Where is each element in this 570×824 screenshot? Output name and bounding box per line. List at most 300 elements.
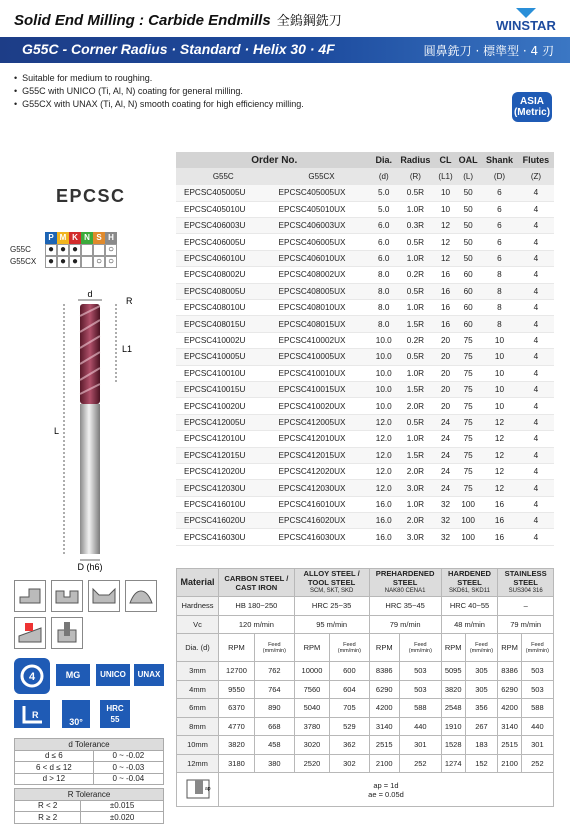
spec-row	[176, 480, 554, 496]
spec-cell: 20	[436, 332, 455, 348]
spec-cell: 4	[518, 185, 554, 201]
material-suitability-mark: ○	[93, 256, 105, 268]
spec-cell: EPCSC410005U	[176, 349, 271, 365]
page-title: Solid End Milling : Carbide Endmills 全鎢鋼銑刀	[14, 12, 342, 29]
spec-row	[176, 349, 554, 365]
spec-cell: 16	[481, 513, 518, 529]
spec-cell: EPCSC410015U	[176, 381, 271, 397]
feature-item: • G55C with UNICO (Ti, Al, N) coating for general milling.	[14, 85, 304, 98]
spec-cell: 3.0R	[395, 480, 436, 496]
spec-cell: 32	[436, 513, 455, 529]
cutting-cell: 3020	[294, 736, 329, 755]
spec-row	[176, 463, 554, 479]
spec-cell: EPCSC406010U	[176, 250, 271, 266]
feature-list	[14, 72, 304, 111]
unax-badge: UNAX	[134, 664, 164, 686]
spec-cell: 75	[455, 463, 481, 479]
hardness-value: HRC 25~35	[294, 597, 369, 616]
spec-cell: EPCSC405005U	[176, 185, 271, 201]
spec-cell: 4	[518, 463, 554, 479]
spec-cell: 8.0	[373, 267, 395, 283]
spec-cell: 4	[518, 365, 554, 381]
spec-cell: EPCSC410002U	[176, 332, 271, 348]
cutting-row	[177, 662, 554, 681]
spec-cell: EPCSC408005U	[176, 283, 271, 299]
spec-cell: EPCSC406010UX	[271, 250, 373, 266]
spec-cell: 50	[455, 218, 481, 234]
spec-cell: 12	[481, 447, 518, 463]
material-suitability-mark	[81, 244, 93, 256]
spec-cell: 20	[436, 381, 455, 397]
spec-cell: 4	[518, 513, 554, 529]
spec-cell: 1.0R	[395, 300, 436, 316]
radius-label: R	[126, 296, 133, 306]
spec-cell: 1.0R	[395, 365, 436, 381]
spec-row	[176, 316, 554, 332]
spec-cell: 6	[481, 218, 518, 234]
cutting-cell: 1910	[441, 717, 465, 736]
flute-count-icon	[14, 658, 50, 694]
shank-unit: (D)	[481, 168, 518, 184]
spec-cell: EPCSC408015U	[176, 316, 271, 332]
rpm-header: RPM	[498, 634, 521, 662]
spec-cell: 10.0	[373, 381, 395, 397]
spec-cell: 4	[518, 234, 554, 250]
cutting-cell: 305	[465, 662, 498, 681]
spec-cell: EPCSC410020U	[176, 398, 271, 414]
svg-text:ap: ap	[204, 785, 211, 792]
cutting-cell: 252	[521, 754, 553, 773]
spec-cell: 24	[436, 463, 455, 479]
spec-row	[176, 398, 554, 414]
spec-row	[176, 414, 554, 430]
r-tolerance-row: R ≥ 2 ±0.020	[15, 812, 164, 824]
spec-cell: 10	[436, 201, 455, 217]
cutting-cell: 301	[521, 736, 553, 755]
spec-cell: 16.0	[373, 529, 395, 545]
spec-cell: 8.0	[373, 283, 395, 299]
spec-cell: 50	[455, 201, 481, 217]
cutting-cell: 503	[521, 680, 553, 699]
pocketing-icon	[88, 580, 120, 612]
cutting-cell: 9550	[219, 680, 255, 699]
g55c-header: G55C	[176, 168, 271, 184]
spec-row	[176, 234, 554, 250]
tool-diagram	[50, 286, 160, 576]
cutting-cell: 2548	[441, 699, 465, 718]
spec-cell: 12.0	[373, 463, 395, 479]
material-group-header: ALLOY STEEL / TOOL STEEL SCM, SKT, SKD	[294, 569, 369, 597]
spec-cell: 16	[436, 300, 455, 316]
spec-cell: 24	[436, 447, 455, 463]
material-suitability-mark: ●	[69, 244, 81, 256]
spec-cell: EPCSC412030UX	[271, 480, 373, 496]
spec-cell: 32	[436, 496, 455, 512]
spec-cell: 50	[455, 250, 481, 266]
spec-cell: 75	[455, 365, 481, 381]
svg-text:4: 4	[28, 671, 36, 683]
spec-cell: 4	[518, 349, 554, 365]
cutting-cell: 8386	[369, 662, 399, 681]
spec-cell: 12	[481, 463, 518, 479]
spec-cell: 75	[455, 332, 481, 348]
cutting-cell: 1274	[441, 754, 465, 773]
feature-item: • Suitable for medium to roughing.	[14, 72, 304, 85]
spec-row	[176, 513, 554, 529]
vc-value: 79 m/min	[369, 615, 441, 634]
spec-cell: 4	[518, 300, 554, 316]
spec-cell: 4	[518, 267, 554, 283]
spec-cell: 75	[455, 414, 481, 430]
feature-item: • G55CX with UNAX (Ti, Al, N) smooth coating for high efficiency milling.	[14, 98, 304, 111]
r-tolerance-title: R Tolerance	[15, 789, 164, 801]
spec-cell: 60	[455, 283, 481, 299]
spec-row	[176, 332, 554, 348]
spec-cell: 0.5R	[395, 349, 436, 365]
spec-cell: EPCSC406003UX	[271, 218, 373, 234]
cutting-cell: 604	[330, 680, 369, 699]
spec-cell: 5.0	[373, 185, 395, 201]
cutting-cell: 4mm	[177, 680, 219, 699]
cutting-cell: 6290	[369, 680, 399, 699]
spec-cell: 3.0R	[395, 529, 436, 545]
spec-cell: EPCSC410002UX	[271, 332, 373, 348]
spec-cell: 75	[455, 398, 481, 414]
spec-cell: 100	[455, 529, 481, 545]
spec-cell: 12	[481, 431, 518, 447]
spec-cell: 1.5R	[395, 316, 436, 332]
spec-cell: EPCSC412005UX	[271, 414, 373, 430]
product-code: EPCSC	[56, 186, 126, 206]
spec-row	[176, 496, 554, 512]
cutting-cell: 3140	[498, 717, 521, 736]
flutes-unit: (Z)	[518, 168, 554, 184]
spec-row	[176, 250, 554, 266]
title-band	[0, 37, 570, 63]
spec-cell: 8	[481, 316, 518, 332]
spec-cell: 6.0	[373, 234, 395, 250]
cutting-cell: 2100	[369, 754, 399, 773]
hardness-value: –	[498, 597, 554, 616]
spec-cell: EPCSC412015U	[176, 447, 271, 463]
helix-angle-icon: 30°	[62, 700, 90, 728]
spec-cell: 20	[436, 365, 455, 381]
spec-row	[176, 185, 554, 201]
spec-cell: 60	[455, 300, 481, 316]
spec-cell: EPCSC408002U	[176, 267, 271, 283]
spec-cell: 10	[481, 365, 518, 381]
spec-row	[176, 218, 554, 234]
region-label: ASIA	[520, 96, 544, 107]
cutting-cell: 362	[330, 736, 369, 755]
spec-cell: EPCSC416020U	[176, 513, 271, 529]
spec-cell: 8	[481, 267, 518, 283]
d-tolerance-row: d ≤ 6 0 ~ -0.02	[15, 750, 164, 762]
r-tolerance-row: R < 2 ±0.015	[15, 800, 164, 812]
drilling-icon	[51, 617, 83, 649]
spec-cell: 8	[481, 283, 518, 299]
spec-row	[176, 300, 554, 316]
spec-cell: 12.0	[373, 431, 395, 447]
profiling-icon	[125, 580, 157, 612]
spec-cell: EPCSC412020UX	[271, 463, 373, 479]
spec-cell: 2.0R	[395, 463, 436, 479]
material-group-header: STAINLESS STEEL SUS304 316	[498, 569, 554, 597]
material-suitability-mark: ●	[45, 256, 57, 268]
page-title-cjk: 全鎢鋼銑刀	[276, 14, 342, 29]
d-tolerance-title: d Tolerance	[15, 739, 164, 751]
cutting-cell: 2520	[294, 754, 329, 773]
rpm-header: RPM	[441, 634, 465, 662]
cutting-cell: 440	[521, 717, 553, 736]
spec-cell: 12	[436, 234, 455, 250]
spec-cell: 0.5R	[395, 283, 436, 299]
spec-cell: EPCSC410020UX	[271, 398, 373, 414]
spec-cell: EPCSC412020U	[176, 463, 271, 479]
vc-value: 48 m/min	[441, 615, 498, 634]
material-row-label: G55CX	[10, 257, 37, 266]
spec-cell: 0.3R	[395, 218, 436, 234]
cutting-cell: 764	[254, 680, 294, 699]
cut-length-label: L1	[122, 344, 133, 354]
cutting-row	[177, 754, 554, 773]
spec-cell: EPCSC408005UX	[271, 283, 373, 299]
spec-cell: 4	[518, 381, 554, 397]
cutting-cell: 458	[254, 736, 294, 755]
cutting-cell: 3140	[369, 717, 399, 736]
rpm-header: RPM	[294, 634, 329, 662]
vc-value: 79 m/min	[498, 615, 554, 634]
oal-unit: (L)	[455, 168, 481, 184]
spec-cell: 0.2R	[395, 332, 436, 348]
cutting-cell: 3mm	[177, 662, 219, 681]
spec-cell: 12.0	[373, 480, 395, 496]
spec-cell: 75	[455, 431, 481, 447]
spec-cell: 0.2R	[395, 267, 436, 283]
material-row-label: G55C	[10, 245, 31, 254]
spec-cell: EPCSC412015UX	[271, 447, 373, 463]
d-tolerance-row: d > 12 0 ~ -0.04	[15, 773, 164, 785]
r-tolerance-table	[14, 788, 164, 824]
mg-badge: MG	[56, 664, 90, 686]
spec-cell: EPCSC416010U	[176, 496, 271, 512]
shank-header: Shank	[481, 152, 518, 168]
cutting-cell: 5095	[441, 662, 465, 681]
spec-cell: EPCSC410010UX	[271, 365, 373, 381]
radius-header: Radius	[395, 152, 436, 168]
spec-cell: 10	[481, 381, 518, 397]
ap-ae-note: ap = 1d ae = 0.05d	[219, 773, 554, 807]
side-milling-icon	[14, 580, 46, 612]
spec-cell: EPCSC406003U	[176, 218, 271, 234]
spec-cell: 12	[436, 250, 455, 266]
hardness-label: Hardness	[177, 597, 219, 616]
cutting-cell: 600	[330, 662, 369, 681]
cutting-cell: 705	[330, 699, 369, 718]
spec-cell: 6.0	[373, 250, 395, 266]
spec-cell: 10	[481, 349, 518, 365]
spec-cell: 50	[455, 234, 481, 250]
spec-cell: 8.0	[373, 300, 395, 316]
cutting-cell: 3820	[219, 736, 255, 755]
cl-unit: (L1)	[436, 168, 455, 184]
cutting-cell: 7560	[294, 680, 329, 699]
spec-cell: 16	[481, 529, 518, 545]
region-badge	[512, 92, 552, 122]
vc-label: Vc	[177, 615, 219, 634]
radius-unit: (R)	[395, 168, 436, 184]
spec-cell: 4	[518, 480, 554, 496]
spec-cell: EPCSC406005U	[176, 234, 271, 250]
spec-cell: 75	[455, 381, 481, 397]
cutting-cell: 529	[330, 717, 369, 736]
cutting-cell: 10000	[294, 662, 329, 681]
cutting-cell: 890	[254, 699, 294, 718]
spec-cell: 75	[455, 349, 481, 365]
spec-cell: 10.0	[373, 398, 395, 414]
material-letter-p: P	[45, 232, 57, 244]
spec-cell: 50	[455, 185, 481, 201]
cutting-cell: 2515	[498, 736, 521, 755]
spec-cell: EPCSC408010UX	[271, 300, 373, 316]
spec-cell: EPCSC412030U	[176, 480, 271, 496]
vc-value: 95 m/min	[294, 615, 369, 634]
spec-cell: EPCSC405010U	[176, 201, 271, 217]
spec-cell: EPCSC416030UX	[271, 529, 373, 545]
spec-cell: 1.0R	[395, 201, 436, 217]
spec-cell: 0.5R	[395, 234, 436, 250]
spec-cell: 16.0	[373, 513, 395, 529]
feed-header: Feed (mm/min)	[465, 634, 498, 662]
spec-cell: 4	[518, 332, 554, 348]
spec-cell: 1.5R	[395, 381, 436, 397]
spec-cell: 12.0	[373, 414, 395, 430]
cutting-cell: 302	[330, 754, 369, 773]
spec-cell: 4	[518, 431, 554, 447]
hardness-value: HRC 35~45	[369, 597, 441, 616]
spec-cell: EPCSC408015UX	[271, 316, 373, 332]
spec-cell: 10.0	[373, 349, 395, 365]
spec-cell: 6	[481, 250, 518, 266]
slotting-icon	[51, 580, 83, 612]
spec-row	[176, 283, 554, 299]
dia-label: Dia. (d)	[177, 634, 219, 662]
spec-cell: 24	[436, 480, 455, 496]
cutting-cell: 588	[521, 699, 553, 718]
spec-row	[176, 431, 554, 447]
cutting-cell: 356	[465, 699, 498, 718]
cutting-cell: 267	[465, 717, 498, 736]
cutting-cell: 6370	[219, 699, 255, 718]
spec-cell: 2.0R	[395, 398, 436, 414]
spec-cell: 6	[481, 234, 518, 250]
ap-ae-diagram	[177, 773, 219, 807]
vc-value: 120 m/min	[219, 615, 295, 634]
cutting-cell: 440	[399, 717, 441, 736]
cutting-cell: 1528	[441, 736, 465, 755]
cutting-cell: 762	[254, 662, 294, 681]
cutting-cell: 503	[399, 662, 441, 681]
spec-cell: EPCSC412005U	[176, 414, 271, 430]
cutting-cell: 5040	[294, 699, 329, 718]
material-suitability-mark: ○	[105, 256, 117, 268]
feed-header: Feed (mm/min)	[521, 634, 553, 662]
spec-row	[176, 381, 554, 397]
spec-cell: 16	[481, 496, 518, 512]
material-suitability-mark: ●	[57, 244, 69, 256]
spec-cell: EPCSC406005UX	[271, 234, 373, 250]
cutting-cell: 503	[521, 662, 553, 681]
cutting-cell: 380	[254, 754, 294, 773]
spec-cell: EPCSC405010UX	[271, 201, 373, 217]
cutting-cell: 305	[465, 680, 498, 699]
spec-cell: EPCSC410005UX	[271, 349, 373, 365]
spec-cell: 4	[518, 529, 554, 545]
spec-cell: 1.0R	[395, 431, 436, 447]
spec-cell: EPCSC416030U	[176, 529, 271, 545]
dia-header: Dia.	[373, 152, 395, 168]
spec-cell: 4	[518, 496, 554, 512]
spec-cell: 4	[518, 201, 554, 217]
cutting-cell: 4200	[498, 699, 521, 718]
spec-cell: EPCSC408002UX	[271, 267, 373, 283]
cutting-cell: 4770	[219, 717, 255, 736]
hardness-value: HB 180~250	[219, 597, 295, 616]
spec-cell: EPCSC412010U	[176, 431, 271, 447]
spec-cell: EPCSC410010U	[176, 365, 271, 381]
cutting-row	[177, 699, 554, 718]
spec-cell: 5.0	[373, 201, 395, 217]
material-letter-n: N	[81, 232, 93, 244]
series-subtitle: 圓鼻銑刀 · 標準型 · 4 刃	[423, 44, 554, 58]
spec-cell: 6	[481, 201, 518, 217]
cutting-cell: 252	[399, 754, 441, 773]
spec-cell: 4	[518, 447, 554, 463]
g55cx-header: G55CX	[271, 168, 373, 184]
spec-cell: 75	[455, 480, 481, 496]
d-tolerance-row: 6 < d ≤ 12 0 ~ -0.03	[15, 762, 164, 774]
rpm-header: RPM	[219, 634, 255, 662]
ramping-icon	[14, 617, 46, 649]
cutting-cell: 3780	[294, 717, 329, 736]
spec-cell: EPCSC410015UX	[271, 381, 373, 397]
spec-cell: 8	[481, 300, 518, 316]
spec-cell: 12	[436, 218, 455, 234]
spec-row	[176, 447, 554, 463]
spec-cell: 1.0R	[395, 250, 436, 266]
spec-cell: 16	[436, 267, 455, 283]
spec-row	[176, 529, 554, 545]
spec-cell: 8.0	[373, 316, 395, 332]
material-letter-k: K	[69, 232, 81, 244]
spec-cell: 100	[455, 513, 481, 529]
spec-cell: 6.0	[373, 218, 395, 234]
spec-cell: EPCSC416020UX	[271, 513, 373, 529]
cutting-cell: 12700	[219, 662, 255, 681]
cutting-cell: 3820	[441, 680, 465, 699]
spec-cell: 100	[455, 496, 481, 512]
spec-cell: 4	[518, 218, 554, 234]
spec-cell: EPCSC416010UX	[271, 496, 373, 512]
material-grid	[10, 232, 117, 268]
cutting-cell: 183	[465, 736, 498, 755]
cutting-cell: 8mm	[177, 717, 219, 736]
spec-cell: 10.0	[373, 365, 395, 381]
cutting-row	[177, 717, 554, 736]
cutting-cell: 2515	[369, 736, 399, 755]
cutting-cell: 6290	[498, 680, 521, 699]
cutting-cell: 6mm	[177, 699, 219, 718]
